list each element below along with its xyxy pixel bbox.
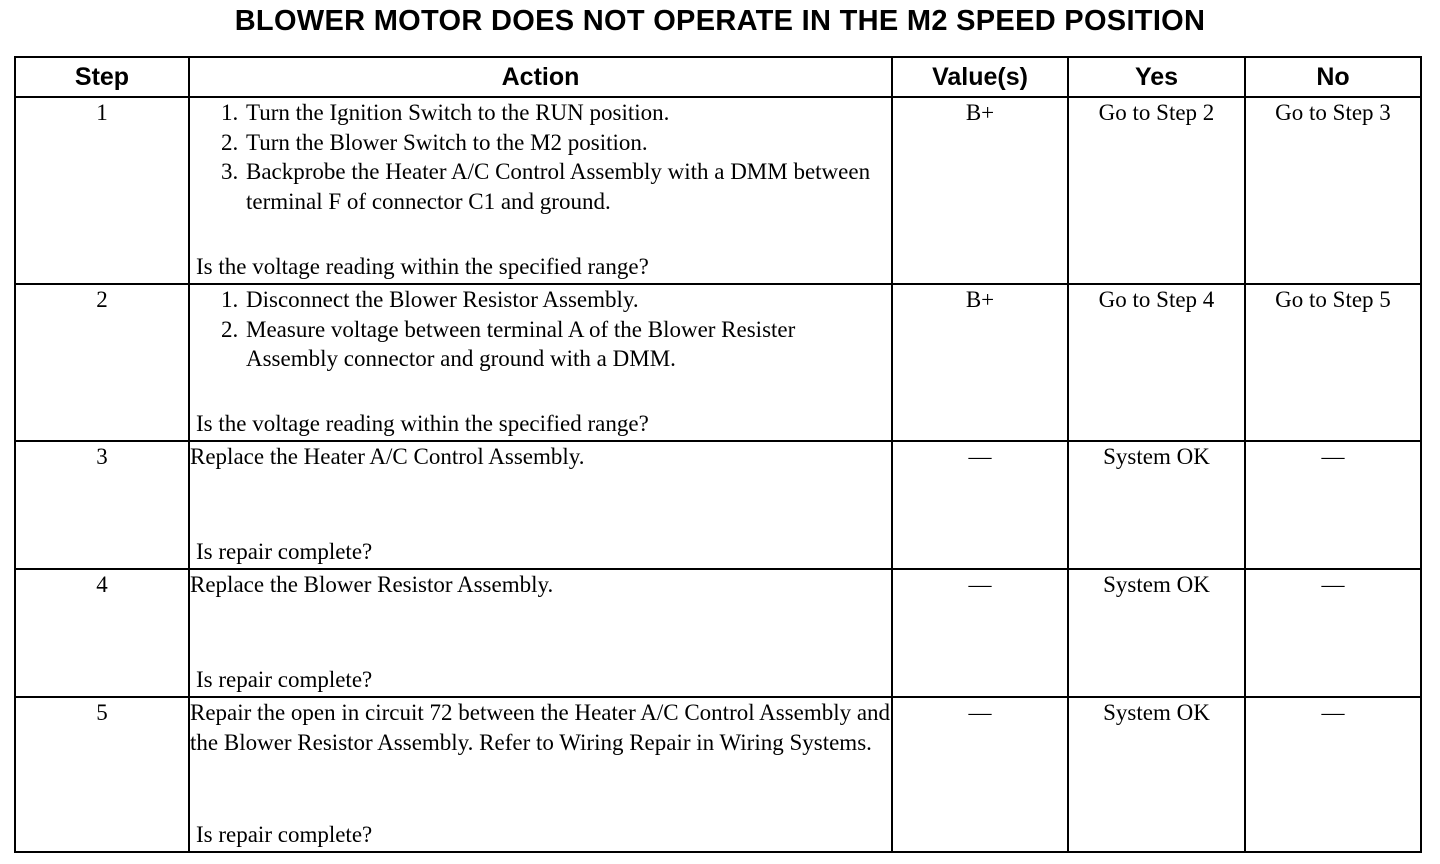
yes-cell: Go to Step 2 bbox=[1068, 97, 1245, 284]
table-row bbox=[15, 441, 1421, 569]
action-question: Is the voltage reading within the specified range? bbox=[196, 410, 649, 436]
no-cell: — bbox=[1245, 569, 1421, 697]
step-number: 4 bbox=[15, 569, 189, 697]
header-row bbox=[15, 57, 1421, 97]
action-cell bbox=[189, 97, 892, 284]
action-step: 1. Disconnect the Blower Resistor Assembly. bbox=[244, 285, 891, 315]
action-step: 2. Turn the Blower Switch to the M2 position. bbox=[244, 128, 891, 158]
action-text: Repair the open in circuit 72 between the Heater A/C Control Assembly and the Blower Resistor Assembly. Refer to Wiring Repair in Wiring Systems. bbox=[190, 700, 891, 755]
column-header-values: Value(s) bbox=[892, 57, 1068, 97]
action-cell bbox=[189, 284, 892, 441]
yes-cell: System OK bbox=[1068, 697, 1245, 852]
no-cell: Go to Step 5 bbox=[1245, 284, 1421, 441]
value-cell: B+ bbox=[892, 97, 1068, 284]
no-cell: Go to Step 3 bbox=[1245, 97, 1421, 284]
action-text: Replace the Heater A/C Control Assembly. bbox=[190, 444, 585, 469]
diagnostic-table bbox=[14, 56, 1422, 853]
action-steps-list bbox=[190, 285, 891, 374]
action-step: 3. Backprobe the Heater A/C Control Assembly with a DMM between terminal F of connector C1 and ground. bbox=[244, 157, 891, 216]
table-row bbox=[15, 697, 1421, 852]
yes-cell: System OK bbox=[1068, 441, 1245, 569]
yes-cell: System OK bbox=[1068, 569, 1245, 697]
action-step: 2. Measure voltage between terminal A of the Blower Resister Assembly connector and ground with a DMM. bbox=[244, 315, 891, 374]
action-cell bbox=[189, 569, 892, 697]
action-cell bbox=[189, 697, 892, 852]
value-cell: — bbox=[892, 441, 1068, 569]
column-header-no: No bbox=[1245, 57, 1421, 97]
table-row bbox=[15, 97, 1421, 284]
action-question: Is repair complete? bbox=[196, 538, 373, 564]
column-header-yes: Yes bbox=[1068, 57, 1245, 97]
step-number: 2 bbox=[15, 284, 189, 441]
step-number: 1 bbox=[15, 97, 189, 284]
value-cell: — bbox=[892, 569, 1068, 697]
yes-cell: Go to Step 4 bbox=[1068, 284, 1245, 441]
table-row bbox=[15, 569, 1421, 697]
value-cell: B+ bbox=[892, 284, 1068, 441]
step-number: 3 bbox=[15, 441, 189, 569]
page-title: BLOWER MOTOR DOES NOT OPERATE IN THE M2 SPEED POSITION bbox=[234, 5, 1206, 37]
action-steps-list bbox=[190, 98, 891, 216]
column-header-action: Action bbox=[189, 57, 892, 97]
action-text: Replace the Blower Resistor Assembly. bbox=[190, 572, 554, 597]
no-cell: — bbox=[1245, 441, 1421, 569]
action-question: Is repair complete? bbox=[196, 666, 373, 692]
action-question: Is repair complete? bbox=[196, 821, 373, 847]
column-header-step: Step bbox=[15, 57, 189, 97]
step-number: 5 bbox=[15, 697, 189, 852]
value-cell: — bbox=[892, 697, 1068, 852]
action-cell bbox=[189, 441, 892, 569]
table-row bbox=[15, 284, 1421, 441]
no-cell: — bbox=[1245, 697, 1421, 852]
action-step: 1. Turn the Ignition Switch to the RUN position. bbox=[244, 98, 891, 128]
action-question: Is the voltage reading within the specified range? bbox=[196, 253, 649, 279]
